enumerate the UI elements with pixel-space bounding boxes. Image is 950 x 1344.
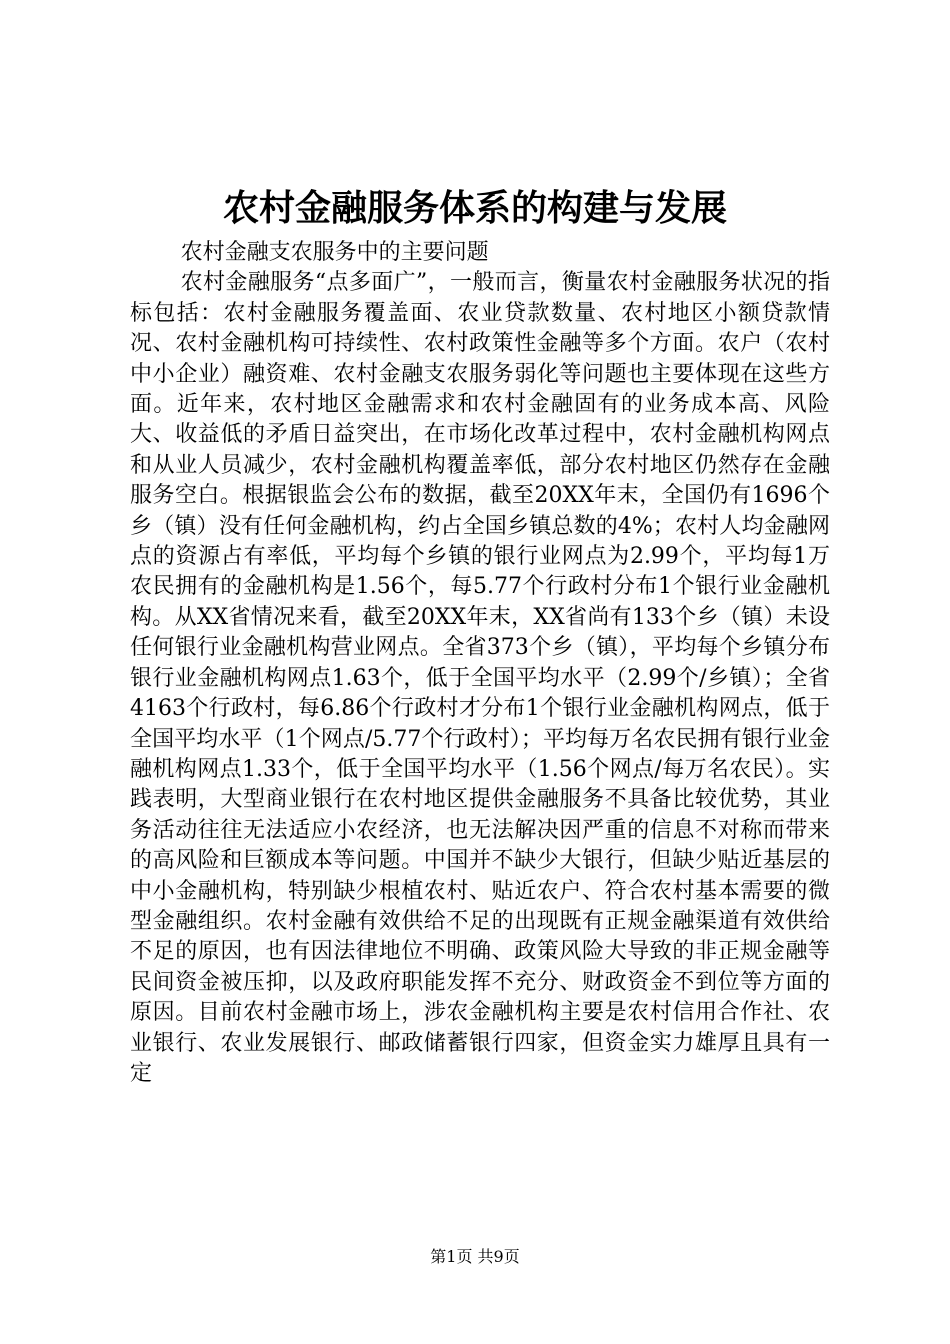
- section-heading: 农村金融支农服务中的主要问题: [180, 240, 489, 265]
- body-paragraph: 农村金融服务“点多面广”，一般而言，衡量农村金融服务状况的指标包括：农村金融服务覆盖面、农业贷款数量、农村地区小额贷款情况、农村金融机构可持续性、农村政策性金融等多个方面。农户（农村中小企业）融资难、农村金融支农服务弱化等问题也主要体现在这些方面。近年来，农村地区金融需求和农村金融固有的业务成本高、风险大、收益低的矛盾日益突出，在市场化改革过程中，农村金融机构网点和从业人员减少，农村金融机构覆盖率低，部分农村地区仍然存在金融服务空白。根据银监会公布的数据，截至20XX年末，全国仍有1696个乡（镇）没有任何金融机构，约占全国乡镇总数的4%；农村人均金融网点的资源占有率低，平均每个乡镇的银行业网点为2.99个，平均每1万农民拥有的金融机构是1.56个，每5.77个行政村分布1个银行业金融机构。从XX省情况来看，截至20XX年末，XX省尚有133个乡（镇）未设任何银行业金融机构营业网点。全省373个乡（镇），平均每个乡镇分布银行业金融机构网点1.63个，低于全国平均水平（2.99个/乡镇）；全省4163个行政村，每6.86个行政村才分布1个银行业金融机构网点，低于全国平均水平（1个网点/5.77个行政村）；平均每万名农民拥有银行业金融机构网点1.33个，低于全国平均水平（1.56个网点/每万名农民）。实践表明，大型商业银行在农村地区提供金融服务不具备比较优势，其业务活动往往无法适应小农经济，也无法解决因严重的信息不对称而带来的高风险和巨额成本等问题。中国并不缺少大银行，但缺少贴近基层的中小金融机构，特别缺少根植农村、贴近农户、符合农村基本需要的微型金融组织。农村金融有效供给不足的出现既有正规金融渠道有效供给不足的原因，也有因法律地位不明确、政策风险大导致的非正规金融等民间资金被压抑，以及政府职能发挥不充分、财政资金不到位等方面的原因。目前农村金融市场上，涉农金融机构主要是农村信用合作社、农业银行、农业发展银行、邮政储蓄银行四家，但资金实力雄厚且具有一定: [130, 270, 830, 1086]
- document-title: 农村金融服务体系的构建与发展: [222, 187, 727, 229]
- document-body: [130, 238, 830, 1089]
- page-footer: 第1页 共9页: [430, 1247, 520, 1266]
